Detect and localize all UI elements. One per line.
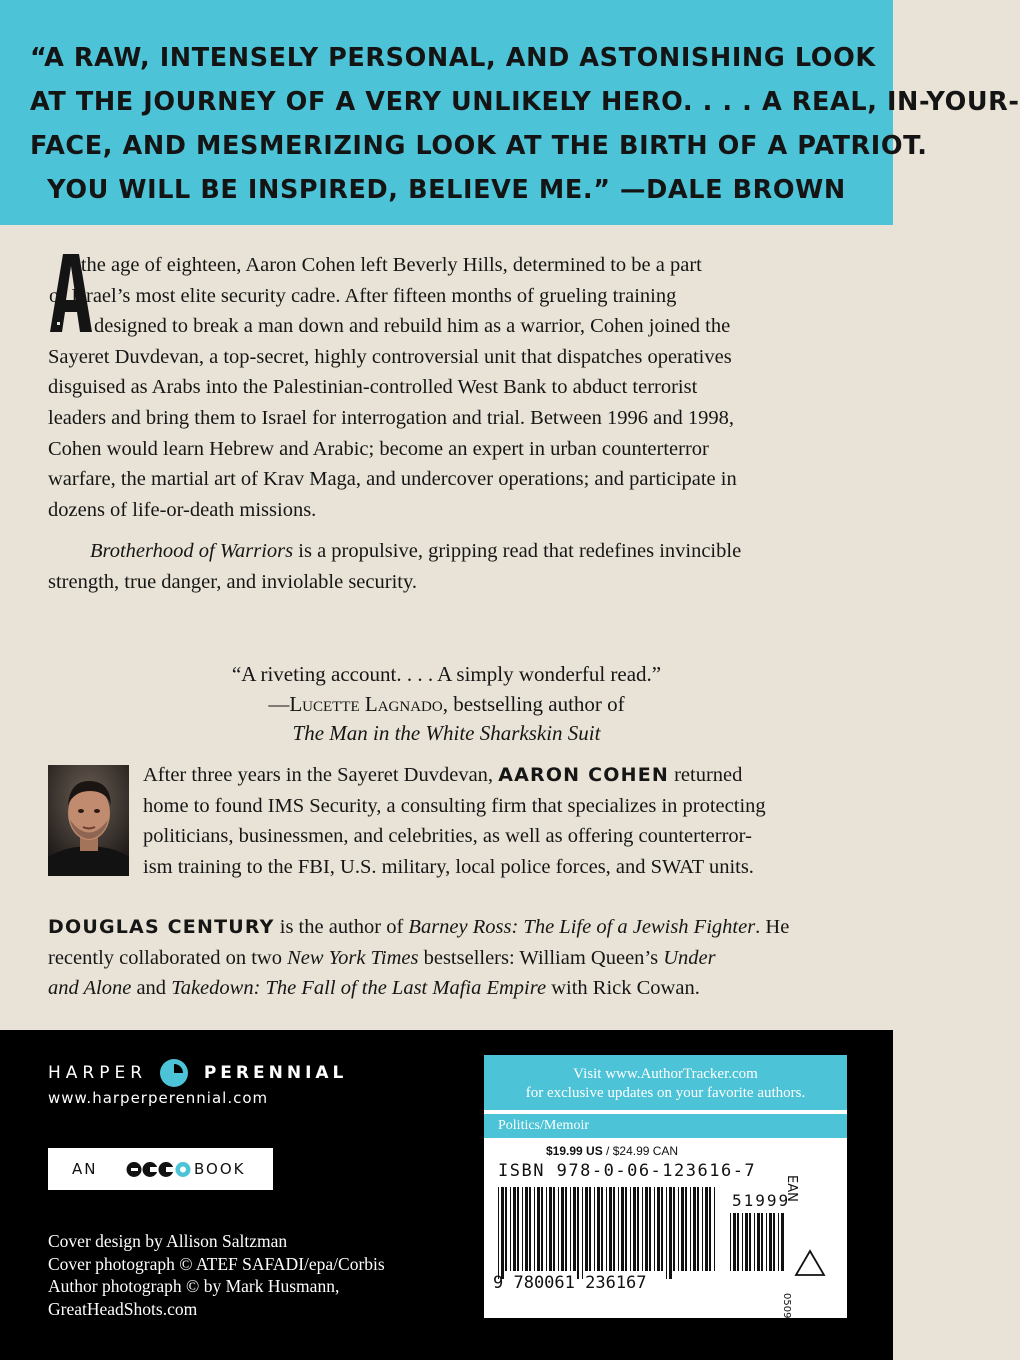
barcode-bar bbox=[685, 1187, 687, 1271]
barcode-bar bbox=[709, 1187, 711, 1271]
barcode-bar bbox=[661, 1187, 663, 1271]
barcode-bar bbox=[522, 1187, 523, 1271]
blurb-line: warfare, the martial art of Krav Maga, and undercover operations; and participate in bbox=[48, 468, 737, 491]
barcode-bar bbox=[501, 1187, 504, 1279]
bio-line: ism training to the FBI, U.S. military, local police forces, and SWAT units. bbox=[143, 855, 754, 878]
barcode-bar bbox=[745, 1213, 748, 1271]
barcode-bar bbox=[749, 1213, 751, 1271]
barcode-bar bbox=[769, 1213, 772, 1271]
barcode-bar bbox=[737, 1213, 739, 1271]
barcode-bar bbox=[657, 1187, 660, 1271]
bio-line bbox=[48, 912, 848, 943]
barcode-bar bbox=[637, 1187, 639, 1271]
isbn-number: ISBN 978-0-06-123616-7 bbox=[498, 1161, 757, 1181]
quote-line: AT THE JOURNEY OF A VERY UNLIKELY HERO. . . . A REAL, IN-YOUR- bbox=[30, 87, 1020, 117]
barcode-bar bbox=[529, 1187, 531, 1271]
price-code-text: 51999 bbox=[732, 1191, 791, 1210]
bio-line bbox=[48, 973, 848, 1004]
bio-text: returned bbox=[668, 764, 743, 786]
book-title: Brotherhood of Warriors bbox=[90, 540, 294, 562]
credit-line: Cover design by Allison Saltzman bbox=[48, 1231, 288, 1251]
quote-text: “A riveting account. . . . A simply wonderful read.” bbox=[231, 662, 662, 686]
barcode-bar bbox=[781, 1213, 784, 1271]
author-photo bbox=[48, 765, 129, 876]
barcode-bar bbox=[601, 1187, 603, 1271]
barcode-bar bbox=[606, 1187, 607, 1271]
book-title: New York Times bbox=[287, 946, 419, 969]
barcode-bar bbox=[553, 1187, 555, 1271]
barcode-bar bbox=[541, 1187, 543, 1271]
bio-line bbox=[48, 943, 848, 974]
bio-line: home to found IMS Security, a consulting firm that specializes in protecting bbox=[143, 794, 766, 817]
bio-line bbox=[143, 760, 848, 791]
barcode-bar bbox=[513, 1187, 516, 1271]
barcode-bar bbox=[537, 1187, 540, 1271]
barcode-bar bbox=[525, 1187, 528, 1271]
barcode-bar bbox=[582, 1187, 583, 1279]
attribution-name: Lucette Lagnado bbox=[289, 691, 443, 716]
ean-label: EAN bbox=[784, 1175, 799, 1202]
bio-text: . He bbox=[755, 916, 790, 938]
barcode-bar bbox=[678, 1187, 679, 1271]
attribution-book bbox=[60, 719, 833, 749]
blurb-line: leaders and bring them to Israel for interrogation and trial. Between 1996 and 1998, bbox=[48, 406, 734, 429]
barcode-bar bbox=[714, 1187, 715, 1271]
publisher-name-harper: HARPER bbox=[48, 1063, 148, 1083]
bio-text: with Rick Cowan. bbox=[546, 977, 700, 1000]
barcode-bar bbox=[645, 1187, 648, 1271]
barcode-bar bbox=[666, 1187, 667, 1279]
ean-digits-text: 9 780061 236167 bbox=[493, 1273, 647, 1293]
barcode-bar bbox=[766, 1213, 767, 1271]
triangle-icon bbox=[796, 1251, 824, 1275]
barcode-bar bbox=[558, 1187, 559, 1271]
blurb-line: dozens of life-or-death missions. bbox=[48, 498, 317, 521]
perennial-dot-icon bbox=[159, 1058, 189, 1088]
coauthor-name: DOUGLAS CENTURY bbox=[48, 916, 275, 938]
barcode-bar bbox=[702, 1187, 703, 1271]
barcode-bar bbox=[778, 1213, 779, 1271]
description-paragraph bbox=[48, 250, 843, 525]
imprint-suffix: BOOK bbox=[194, 1160, 246, 1178]
barcode-bar bbox=[613, 1187, 615, 1271]
quote-line: FACE, AND MESMERIZING LOOK AT THE BIRTH OF A PATRIOT. bbox=[30, 131, 928, 161]
ecco-imprint-badge bbox=[48, 1148, 273, 1190]
quote-attribution bbox=[60, 690, 833, 720]
blurb-line: disguised as Arabs into the Palestinian-controlled West Bank to abduct terrorist bbox=[48, 376, 698, 399]
barcode-panel bbox=[484, 1055, 847, 1318]
bio-text: is the author of bbox=[274, 916, 409, 938]
book-title: Under bbox=[663, 946, 716, 969]
bio-text: bestsellers: William Queen’s bbox=[418, 946, 664, 969]
barcode-bar bbox=[681, 1187, 684, 1271]
barcode-bar bbox=[757, 1213, 760, 1271]
aaron-cohen-bio bbox=[143, 760, 848, 882]
barcode-bar bbox=[609, 1187, 612, 1271]
blurb-line: t the age of eighteen, Aaron Cohen left Beverly Hills, determined to be a part bbox=[70, 254, 702, 276]
barcode-bar bbox=[693, 1187, 696, 1271]
barcode-bar bbox=[570, 1187, 571, 1271]
barcode-bar bbox=[690, 1187, 691, 1271]
attribution-book-title: The Man in the White Sharkskin Suit bbox=[292, 721, 601, 745]
quote-line: “A RAW, INTENSELY PERSONAL, AND ASTONISHING LOOK bbox=[30, 43, 876, 73]
bio-line: politicians, businessmen, and celebrities, as well as offering counterterror- bbox=[143, 825, 752, 848]
barcode-bar bbox=[594, 1187, 595, 1271]
bio-text: and bbox=[131, 977, 172, 1000]
barcode-bar bbox=[498, 1187, 499, 1279]
author-name: AARON COHEN bbox=[498, 764, 669, 786]
category-label: Politics/Memoir bbox=[498, 1118, 589, 1133]
barcode-bar bbox=[505, 1187, 507, 1271]
barcode-bar bbox=[730, 1213, 731, 1271]
barcode-bar bbox=[633, 1187, 636, 1271]
barcode-bar bbox=[669, 1187, 672, 1279]
barcode-bar bbox=[589, 1187, 591, 1271]
date-code: 0509 bbox=[781, 1293, 792, 1319]
barcode-bar bbox=[742, 1213, 743, 1271]
douglas-century-bio bbox=[48, 912, 848, 1004]
barcode-bar bbox=[705, 1187, 708, 1271]
ecco-logo-icon bbox=[126, 1161, 192, 1178]
barcode-bar bbox=[630, 1187, 631, 1271]
barcode-bar bbox=[549, 1187, 552, 1271]
barcode-bar bbox=[597, 1187, 600, 1271]
credit-line: Cover photograph © ATEF SAFADI/epa/Corbis bbox=[48, 1253, 385, 1274]
imprint-prefix: AN bbox=[72, 1160, 98, 1178]
price-us: $19.99 US bbox=[546, 1144, 603, 1158]
credit-line: Author photograph © by Mark Husmann, bbox=[48, 1276, 340, 1296]
barcode-bar bbox=[618, 1187, 619, 1271]
barcode-bar bbox=[561, 1187, 564, 1271]
attribution-text: , bestselling author of bbox=[442, 691, 625, 716]
barcode-bar bbox=[761, 1213, 763, 1271]
top-banner bbox=[0, 0, 1020, 225]
quote-line: YOU WILL BE INSPIRED, BELIEVE ME.” —DALE BROWN bbox=[47, 175, 846, 205]
barcode-bar bbox=[642, 1187, 643, 1271]
price-addon-bars bbox=[730, 1213, 784, 1271]
book-title: Takedown: The Fall of the Last Mafia Empire bbox=[171, 977, 547, 1000]
blurb2-line bbox=[48, 536, 848, 567]
publisher-url: www.harperperennial.com bbox=[48, 1089, 269, 1107]
credit-line: GreatHeadShots.com bbox=[48, 1298, 198, 1319]
dash: — bbox=[268, 691, 290, 716]
barcode-bar bbox=[565, 1187, 567, 1271]
barcode-bar bbox=[621, 1187, 624, 1271]
ean-barcode-bars bbox=[498, 1187, 715, 1279]
barcode-bar bbox=[654, 1187, 655, 1271]
barcode-bar bbox=[510, 1187, 511, 1271]
cover-credits bbox=[48, 1230, 385, 1320]
bio-text: After three years in the Sayeret Duvdevan, bbox=[143, 764, 499, 786]
price-can: / $24.99 CAN bbox=[602, 1144, 679, 1158]
barcode-bar bbox=[754, 1213, 755, 1271]
barcode-bar bbox=[585, 1187, 588, 1271]
barcode-bar bbox=[573, 1187, 576, 1271]
bio-text: recently collaborated on two bbox=[48, 946, 288, 969]
tracker-line: Visit www.AuthorTracker.com bbox=[573, 1066, 758, 1082]
barcode-bar bbox=[534, 1187, 535, 1271]
barcode-bar bbox=[625, 1187, 627, 1271]
barcode-bar bbox=[673, 1187, 675, 1271]
description-paragraph-2 bbox=[48, 536, 848, 597]
book-title: and Alone bbox=[48, 977, 132, 1000]
barcode-bar bbox=[649, 1187, 651, 1271]
lagnado-quote bbox=[60, 660, 833, 749]
harper-perennial-logo bbox=[48, 1058, 347, 1088]
dale-brown-quote bbox=[30, 36, 1020, 212]
blurb-line: Cohen would learn Hebrew and Arabic; become an expert in urban counterterror bbox=[48, 437, 709, 460]
blurb-line: Sayeret Duvdevan, a top-secret, highly controversial unit that dispatches operatives bbox=[48, 345, 732, 368]
blurb-line: of Israel’s most elite security cadre. After fifteen months of grueling training bbox=[49, 284, 677, 307]
blurb2-line: strength, true danger, and inviolable security. bbox=[48, 570, 418, 593]
publisher-name-perennial: PERENNIAL bbox=[203, 1063, 348, 1083]
book-title: Barney Ross: The Life of a Jewish Fighter bbox=[408, 916, 756, 938]
barcode-bar bbox=[517, 1187, 519, 1271]
barcode-bar bbox=[697, 1187, 699, 1271]
barcode-bar bbox=[733, 1213, 736, 1271]
barcode-bar bbox=[773, 1213, 775, 1271]
barcode-bar bbox=[546, 1187, 547, 1271]
barcode-bar bbox=[577, 1187, 579, 1279]
blurb-line: designed to break a man down and rebuild him as a warrior, Cohen joined the bbox=[94, 315, 731, 338]
tracker-line: for exclusive updates on your favorite authors. bbox=[525, 1085, 806, 1101]
blurb2-text: is a propulsive, gripping read that redefines invincible bbox=[293, 540, 742, 562]
